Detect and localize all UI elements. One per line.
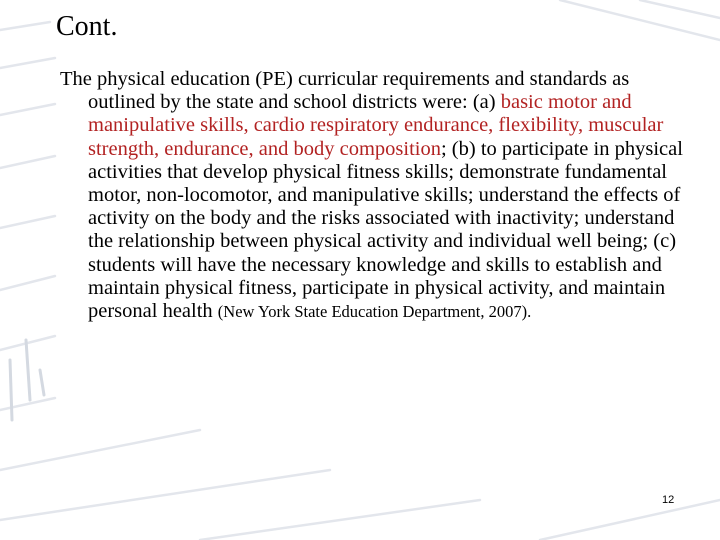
body-text-continued: ; (b) to participate in physical activities that develop physical fitness skills; demonstrate fundamental motor, non-locomotor, and manipulative skills; understand the effects of activity on the body and the risks associated with inactivity; understand the relationship between physical activity and individual well being; (c) students will have the necessary knowledge and skills to establish and maintain physical fitness, participate in physical activity, and maintain personal health [88,137,683,323]
page-number: 12 [662,494,675,506]
slide-title: Cont. [56,11,118,42]
slide-body-paragraph [60,68,688,323]
body-text-intro: The physical education (PE) curricular requirements and standards as outlined by the state and school districts were: (a) [60,68,630,114]
body-text-highlight: basic motor and manipulative skills, cardio respiratory endurance, flexibility, muscular strength, endurance, and body composition [88,91,664,160]
citation: (New York State Education Department, 2007). [217,302,532,322]
